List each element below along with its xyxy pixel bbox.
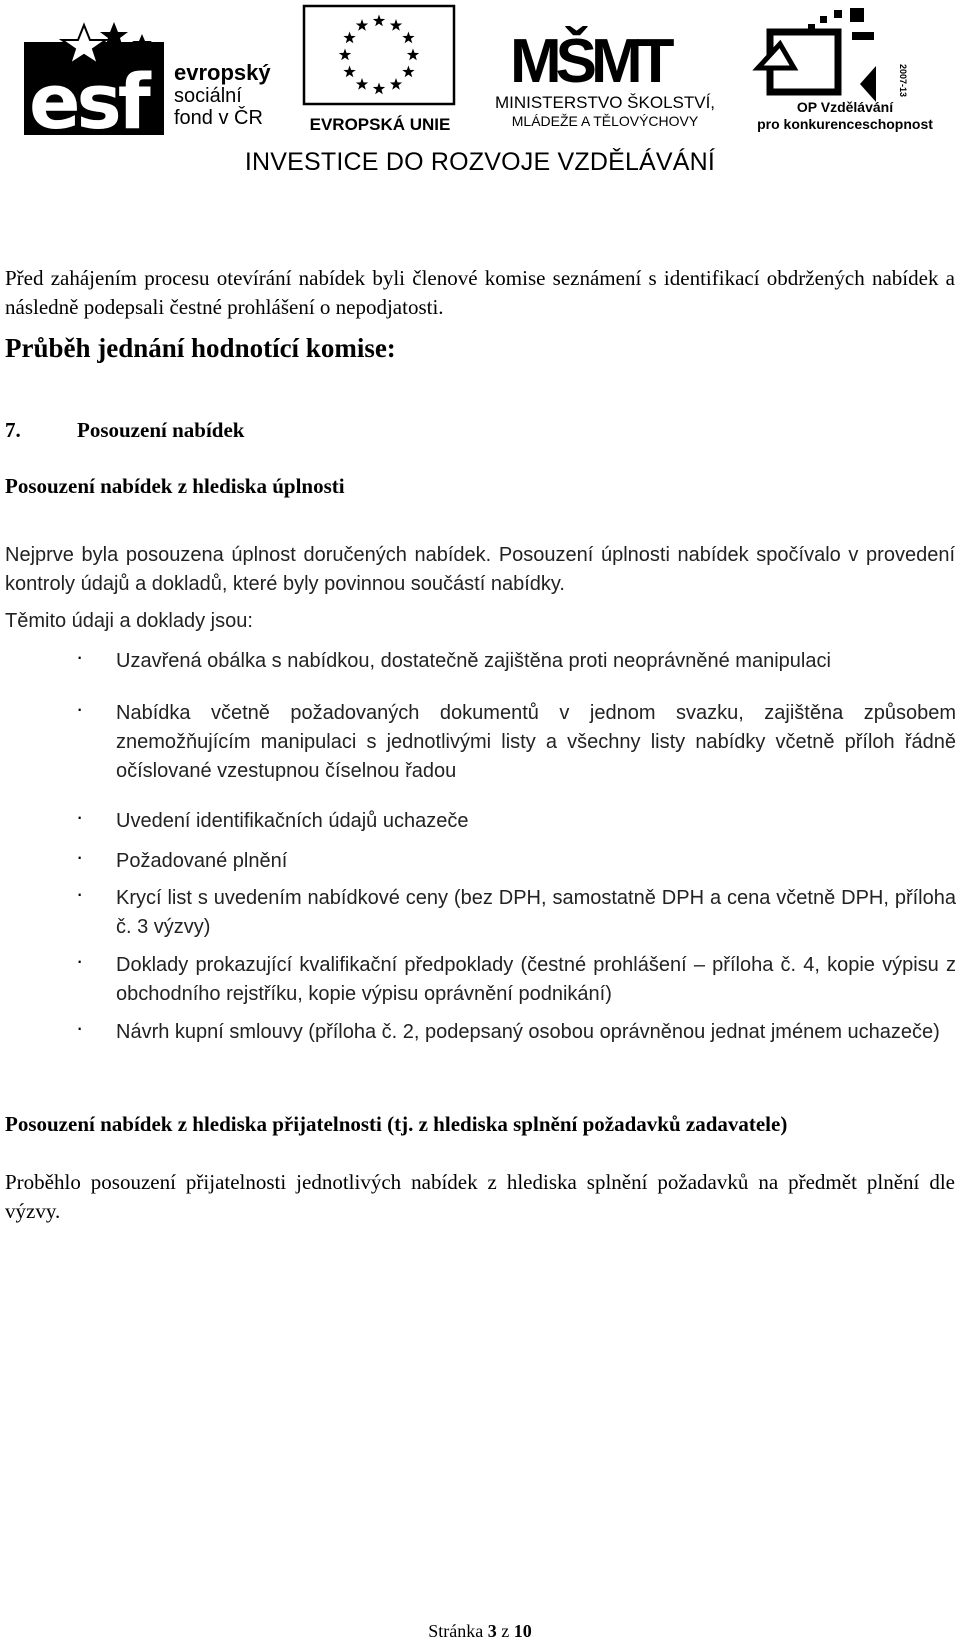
- page-footer: [0, 1621, 960, 1642]
- eu-logo: [302, 4, 458, 136]
- op-line1: OP Vzdělávání: [796, 99, 894, 115]
- footer-prefix: Stránka: [428, 1621, 488, 1641]
- esf-logo: [24, 20, 294, 135]
- point-title: Posouzení nabídek: [77, 418, 245, 442]
- footer-total: 10: [513, 1621, 532, 1641]
- op-years: 2007-13: [898, 64, 908, 98]
- list-item: Doklady prokazující kvalifikační předpoklady (čestné prohlášení – příloha č. 4, kopie výpisu z obchodního rejstříku, kopie výpisu oprávnění podnikání): [116, 954, 956, 1005]
- list-item: Uvedení identifikačních údajů uchazeče: [116, 810, 469, 832]
- esf-line3: fond v ČR: [174, 107, 263, 129]
- list-bullet: ·: [76, 644, 84, 669]
- subsection-acceptability: Posouzení nabídek z hlediska přijatelnosti (tj. z hlediska splnění požadavků zadavatele): [5, 1112, 788, 1136]
- list-bullet: ·: [76, 881, 84, 906]
- completeness-paragraph: Nejprve byla posouzena úplnost doručených nabídek. Posouzení úplnosti nabídek spočívalo v provedení kontroly údajů a dokladů, které byly povinnou součástí nabídky.: [5, 544, 955, 595]
- list-bullet: ·: [76, 804, 84, 829]
- logo-header: [0, 0, 960, 190]
- msmt-monogram: MŠMT: [510, 27, 669, 96]
- intro-paragraph: Před zahájením procesu otevírání nabídek byli členové komise seznámení s identifikací obdržených nabídek a následně podepsali čestné prohlášení o nepodjatosti.: [5, 266, 955, 319]
- list-bullet: ·: [76, 696, 84, 721]
- esf-line2: sociální: [174, 85, 242, 107]
- msmt-line2: MLÁDEŽE A TĚLOVÝCHOVY: [511, 113, 699, 129]
- list-bullet: ·: [76, 1015, 84, 1040]
- list-item: Návrh kupní smlouvy (příloha č. 2, podepsaný osobou oprávněnou jednat jménem uchazeče): [116, 1021, 940, 1043]
- list-item: Uzavřená obálka s nabídkou, dostatečně zajištěna proti neoprávněné manipulaci: [116, 650, 831, 672]
- acceptability-paragraph: Proběhlo posouzení přijatelnosti jednotlivých nabídek z hlediska splnění požadavků na předmět plnění dle výzvy.: [5, 1170, 955, 1223]
- footer-page: 3: [487, 1621, 497, 1641]
- msmt-line1: MINISTERSTVO ŠKOLSTVÍ,: [494, 93, 716, 112]
- list-item: Nabídka včetně požadovaných dokumentů v jednom svazku, zajištěna způsobem znemožňujícím manipulaci s jednotlivými listy a všechny listy nabídky včetně příloh řádně očíslované vzestupnou číselnou řadou: [116, 702, 956, 782]
- list-intro: Těmito údaji a doklady jsou:: [5, 610, 253, 632]
- msmt-logo: [470, 4, 740, 134]
- list-bullet: ·: [76, 948, 84, 973]
- list-bullet: ·: [76, 844, 84, 869]
- list-item: Požadované plnění: [116, 850, 288, 872]
- esf-line1: evropský: [174, 60, 271, 85]
- tagline: INVESTICE DO ROZVOJE VZDĚLÁVÁNÍ: [244, 148, 716, 176]
- op-line2: pro konkurenceschopnost: [757, 116, 933, 132]
- eu-label: EVROPSKÁ UNIE: [309, 115, 451, 134]
- section-title: Průběh jednání hodnotící komise:: [5, 333, 396, 363]
- list-item: Krycí list s uvedením nabídkové ceny (bez DPH, samostatně DPH a cena včetně DPH, příloha č. 3 výzvy): [116, 887, 956, 938]
- subsection-completeness: Posouzení nabídek z hlediska úplnosti: [5, 474, 345, 498]
- footer-sep: z: [496, 1621, 514, 1641]
- op-logo: [750, 4, 940, 134]
- point-number: 7.: [5, 418, 21, 442]
- esf-monogram: esf: [29, 57, 147, 135]
